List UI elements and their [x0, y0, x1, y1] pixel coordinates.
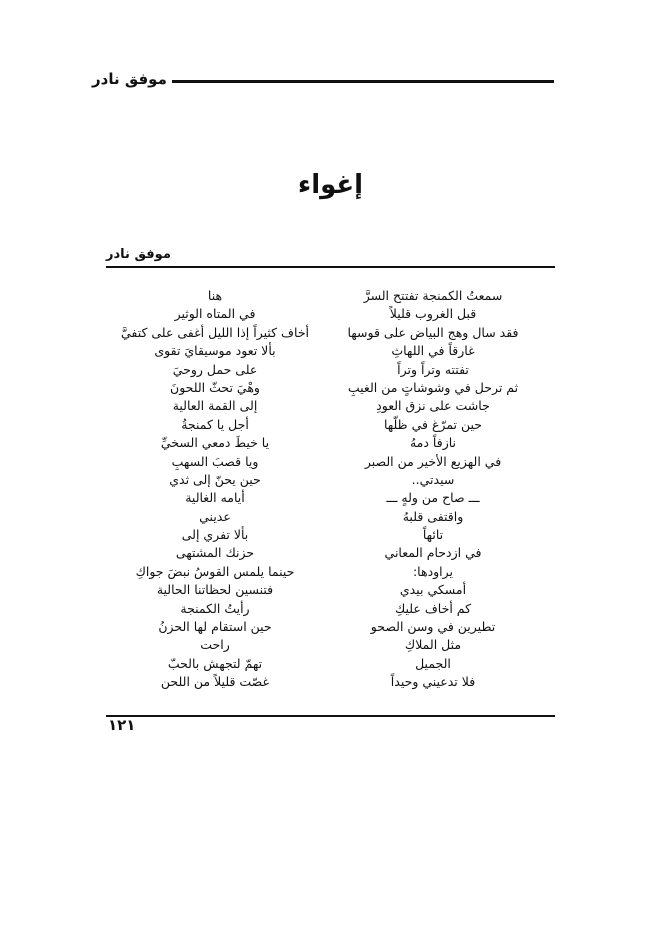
verse-line: في الهزيع الأخير من الصبر [364, 453, 502, 469]
verse-line: فقد سال وهج البياض على قوسها [347, 324, 519, 340]
verse-line: مثل الملاكِ [404, 637, 462, 653]
verse-line: تهمّ لتجهش بالحبّ [167, 655, 263, 671]
verse-line: على حمل روحيَ [172, 361, 258, 377]
verse-line: أمسكي بيدي [399, 582, 467, 598]
verse-line: أجل يا كمنجةُ [181, 416, 249, 432]
verse-line: سمعتُ الكمنجة تفتتح السرَّ [363, 288, 503, 303]
verse-line: غصّت قليلاً من اللحن [160, 674, 270, 690]
verse-line: قبل الغروب قليلاً [389, 306, 477, 322]
footer-rule [106, 715, 555, 717]
verse-line: بألا تعود موسيقايَ تقوى [154, 343, 276, 359]
verse-line: وهْيَ تحثّ اللحونَ [170, 379, 260, 395]
verse-line: عديني [199, 508, 231, 524]
verse-line: بألا تفري إلى [181, 527, 249, 543]
verse-line: هنا [207, 288, 223, 303]
verse-line: في المتاه الوثير [174, 306, 256, 322]
verse-line: تطيرين في وسن الصحو [370, 619, 496, 635]
verse-line: يا خيطَ دمعي السخيِّ [160, 435, 270, 451]
header-rule [172, 80, 554, 83]
page-number: ١٢١ [108, 716, 136, 734]
poem-title: إغواء [297, 170, 364, 200]
verse-line: يراودها: [412, 563, 454, 579]
verse-line: فتنسين لحظاتنا الحالية [156, 582, 274, 598]
byline-rule [106, 266, 555, 268]
verse-line: سيدتي.. [411, 471, 455, 487]
poem-author: موفق نادر [106, 247, 171, 262]
verse-line: إلى القمة العالية [172, 398, 258, 414]
verse-line: حزنك المشتهى [175, 545, 255, 561]
verse-line: في ازدحام المعاني [384, 545, 482, 561]
verse-line: جاشت على نزق العودِ [376, 398, 490, 414]
verse-line: رأيتُ الكمنجة [180, 600, 250, 616]
verse-line: تائهاً [422, 527, 444, 543]
verse-line: أيامه الغالية [185, 490, 245, 506]
verse-line: أخاف كثيراً إذا الليل أغفى على كتفيَّ [120, 324, 310, 340]
verse-line: ويا قصبَ السهبِ [171, 453, 259, 469]
verse-line: ثم ترحل في وشوشاتٍ من الغيبِ [347, 379, 519, 395]
poem-left-column [100, 287, 330, 692]
verse-line: ـــ صاح من ولهٍ ـــ [386, 490, 480, 506]
verse-line: تفتته وتراً وتراً [397, 361, 469, 377]
verse-line: حين استقام لها الحزنُ [158, 619, 272, 635]
poem-right-column [318, 287, 548, 692]
verse-line: حين تمرّغ في ظلّها [383, 416, 483, 432]
verse-line: حين يحنّ إلى ثدي [169, 471, 261, 487]
verse-line: نازفاً دمهُ [409, 435, 457, 451]
verse-line: راحت [200, 637, 230, 653]
verse-line: فلا تدعيني وحيداً [390, 674, 476, 690]
verse-line: كم أخاف عليكِ [394, 600, 472, 616]
verse-line: واقتفى قلبهُ [402, 508, 464, 524]
verse-line: الجميل [415, 655, 451, 671]
running-header-author: موفق نادر [92, 70, 167, 88]
verse-line: حينما يلمس القوسُ نبضَ جواكِ [135, 563, 295, 579]
verse-line: غارقاً في اللهاثِ [391, 343, 475, 359]
